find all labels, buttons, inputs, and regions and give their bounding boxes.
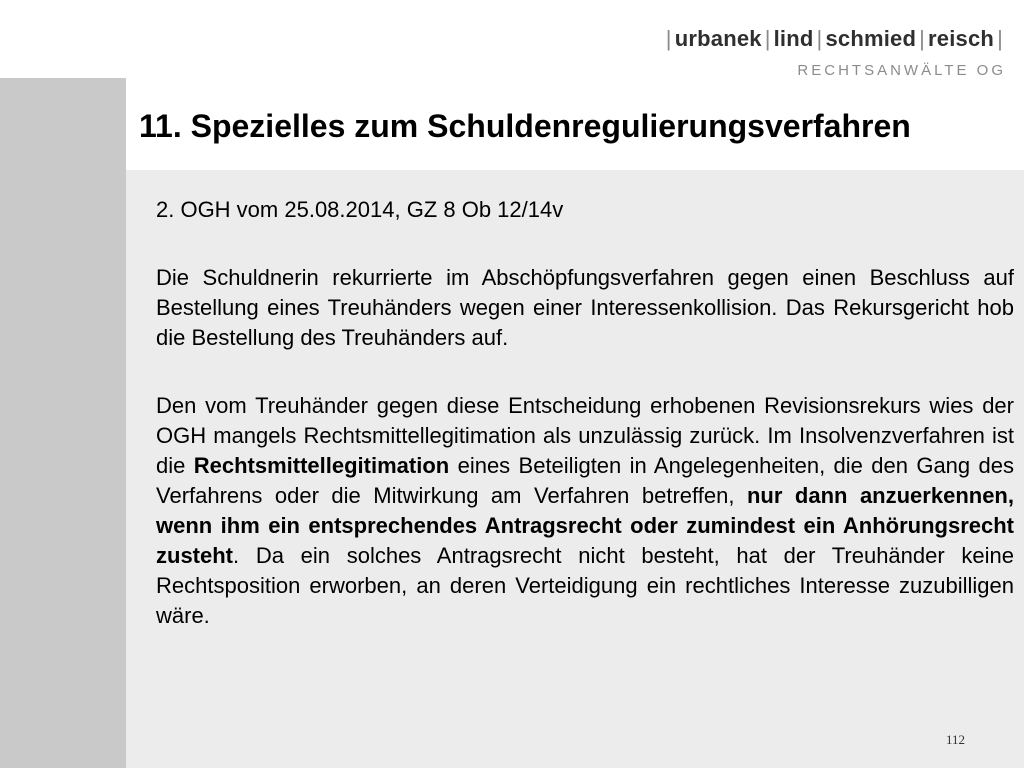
- paragraph-2-bold-1: Rechtsmittellegitimation: [193, 453, 450, 478]
- logo-separator: |: [816, 26, 823, 51]
- page-number: 112: [946, 732, 966, 747]
- logo-subtitle: RECHTSANWÄLTE OG: [797, 62, 1006, 79]
- paragraph-1: Die Schuldnerin rekurrierte im Abschöpfungsverfahren gegen einen Beschluss auf Bestellung eines Treuhänders wegen einer Interessenkollision. Das Rekursgericht hob die Bestellung des Treuhänders auf.: [156, 265, 1014, 350]
- paragraph-2: [156, 391, 1014, 631]
- logo-name-schmied: schmied: [825, 26, 917, 51]
- slide-body: [156, 195, 1014, 631]
- slide-title: 11. Spezielles zum Schuldenregulierungsverfahren: [139, 108, 911, 144]
- logo-names: [663, 26, 1006, 52]
- logo-separator: |: [665, 26, 672, 51]
- logo-separator: |: [764, 26, 771, 51]
- case-reference: 2. OGH vom 25.08.2014, GZ 8 Ob 12/14v: [156, 197, 564, 222]
- left-sidebar-bar: [0, 78, 126, 768]
- company-logo: [663, 26, 1006, 79]
- logo-separator: |: [997, 26, 1003, 51]
- paragraph-2-bold-2: nur dann anzuerkennen, wenn ihm ein entsprechendes Antragsrecht oder zumindest ein Anhörungsrecht zusteht: [156, 483, 1014, 568]
- logo-separator: |: [919, 26, 926, 51]
- paragraph-2-text-3: . Da ein solches Antragsrecht nicht besteht, hat der Treuhänder keine Rechtsposition erworben, an deren Verteidigung ein rechtliches Interesse zuzubilligen wäre.: [156, 543, 1014, 628]
- logo-name-reisch: reisch: [928, 26, 995, 51]
- paragraph-2-text-2: eines Beteiligten in Angelegenheiten, die den Gang des Verfahrens oder die Mitwirkung am Verfahren betreffen,: [156, 453, 1014, 508]
- logo-name-urbanek: urbanek: [674, 26, 762, 51]
- logo-name-lind: lind: [773, 26, 814, 51]
- paragraph-2-text-1: Den vom Treuhänder gegen diese Entscheidung erhobenen Revisionsrekurs wies der OGH mangels Rechtsmittellegitimation als unzulässig zurück. Im Insolvenzverfahren ist die: [156, 393, 1014, 478]
